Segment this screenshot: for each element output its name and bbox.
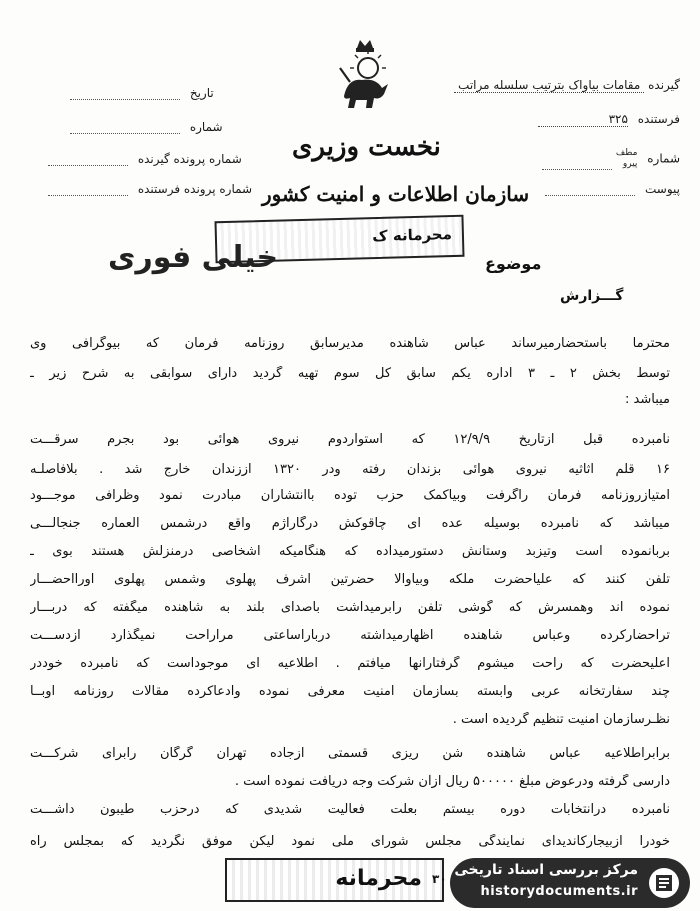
body-line: ۱۶ قلم اثاثیه نیروی هوائی بزندان رفته ودر ۱۳۲۰ اززندان خارج شد . بلافاصلـه — [30, 462, 670, 477]
number-row-left — [70, 120, 223, 134]
lion-and-sun-emblem-icon — [330, 38, 400, 118]
recipient-file-row — [48, 152, 242, 166]
body-line: نظـرسازمان امنیت تنظیم گردیده است . — [452, 712, 670, 727]
number-sub-labels — [616, 148, 638, 170]
confidential-stamp-text: محرمانه — [335, 866, 422, 891]
body-line: توسط بخش ۲ ـ ۳ اداره یکم سابق کل سوم تهیه گردید دارای سوابقی به شرح زیر ـ — [30, 366, 670, 381]
sender-file-row — [48, 182, 252, 196]
recipient-row — [454, 78, 680, 92]
body-line: تراحضارکرده وعباس شاهنده اظهارمیداشته درباراساعتی مراراحت نمیگذارد ازدســـت — [30, 628, 670, 643]
page-number: ۳۰ — [432, 872, 447, 886]
number-left-line — [70, 133, 180, 134]
body-line: میباشد : — [625, 392, 670, 407]
attachment-label: پیوست — [645, 182, 680, 196]
number-label-right: شماره — [647, 151, 680, 166]
body-line: اعلیحضرت که راحت میشوم گرفتارانها میافتم . اطلاعیه ای موجوداست که نامبرده خوددر — [30, 656, 670, 671]
body-line: برابراطلاعیه عباس شاهنده شن ریزی قسمتی ازجاده تهران گرگان رابرای شرکـــت — [30, 746, 670, 761]
sender-value: ۳۲۵ — [538, 112, 628, 127]
body-line: نامبرده قبل ازتاریخ ۱۲/۹/۹ که استواردوم نیروی هوائی بود بجرم سرقـــت — [30, 432, 670, 447]
date-row — [70, 86, 214, 100]
date-label: تاریخ — [189, 86, 214, 100]
body-line: امتیازروزنامه فرمان راگرفت وبیاکمک حزب توده باانتشارآن مبادرت نمود وظرافی موجـــود — [30, 488, 670, 503]
recipient-file-label: شماره پرونده گیرنده — [137, 152, 242, 166]
number-sub2: پیرو — [622, 159, 638, 169]
subject-label: موضوع — [485, 254, 542, 273]
body-line: نامبرده درانتخابات دوره بیستم بعلت فعالیت شدیدی که درحزب طیبون داشـــت — [30, 802, 670, 817]
classification-stamp-text: محرمانه ک — [372, 225, 453, 246]
attachment-row — [545, 182, 680, 196]
sender-file-line — [48, 195, 128, 196]
number-label-left: شماره — [189, 120, 223, 134]
body-line: میباشد که نامبرده بوسیله عده ای چاقوکش درگاراژم واقع درشمس العماره جنجالـــی — [30, 516, 670, 531]
watermark-url: historydocuments.ir — [480, 884, 638, 899]
number-sub1: مطف — [615, 148, 638, 158]
sender-row — [538, 112, 680, 127]
date-line — [70, 99, 180, 100]
body-line: دارسی گرفته ودرعوض مبلغ ۵۰۰۰۰۰ ریال ازآن شرکت وجه دریافت نموده است . — [234, 774, 670, 789]
number-right-line — [542, 169, 612, 170]
watermark-name: مرکز بررسی اسناد تاریخی — [454, 862, 638, 878]
org-title: نخست وزیری — [292, 132, 441, 162]
urgent-stamp: خیلی فوری — [108, 240, 279, 275]
confidential-stamp — [225, 858, 444, 902]
archive-watermark — [450, 858, 690, 908]
body-line: بربانموده است وتیزبد وستانش دستورمیداده که هنگامیکه اشخاصی درمنزلش هستند بوی ـ — [30, 544, 670, 559]
sender-file-label: شماره پرونده فرستنده — [137, 182, 253, 196]
body-line: چند سفارتخانه عربی وابسته بسازمان امنیت معرفی نموده وادعاکرده مقالات روزنامه اوبــا — [30, 684, 670, 699]
number-row-right — [542, 148, 680, 170]
recipient-value: مقامات بیاواک بترتیب سلسله مراتب — [454, 78, 644, 93]
sender-label: فرستنده — [637, 112, 680, 126]
recipient-label: گیرنده — [648, 78, 680, 92]
body-line: تلفن کنند که علیاحضرت ملکه وبیاوالا حضرتین اشرف پهلوی وشمس پهلوی اورااحضـــار — [30, 572, 670, 587]
attachment-line — [545, 195, 635, 196]
recipient-file-line — [48, 165, 128, 166]
body-line: محترما باستحضارمیرساند عباس شاهنده مدیرسابق روزنامه فرمان که بیوگرافی وی — [30, 336, 670, 351]
archive-logo-icon — [646, 866, 682, 900]
body-line: خودرا ازبیجارکاندیدای نمایندگی مجلس شورای ملی نمود لیکن موفق نگردید که بمجلس راه — [30, 834, 670, 849]
report-title: گـــزارش — [560, 288, 624, 304]
body-line: نموده اند وهمسرش که گوشی تلفن رابرمیداشت باصدای بلند به شاهنده میگفته که دربـــار — [30, 600, 670, 615]
org-subtitle: سازمان اطلاعات و امنیت کشور — [262, 182, 530, 206]
